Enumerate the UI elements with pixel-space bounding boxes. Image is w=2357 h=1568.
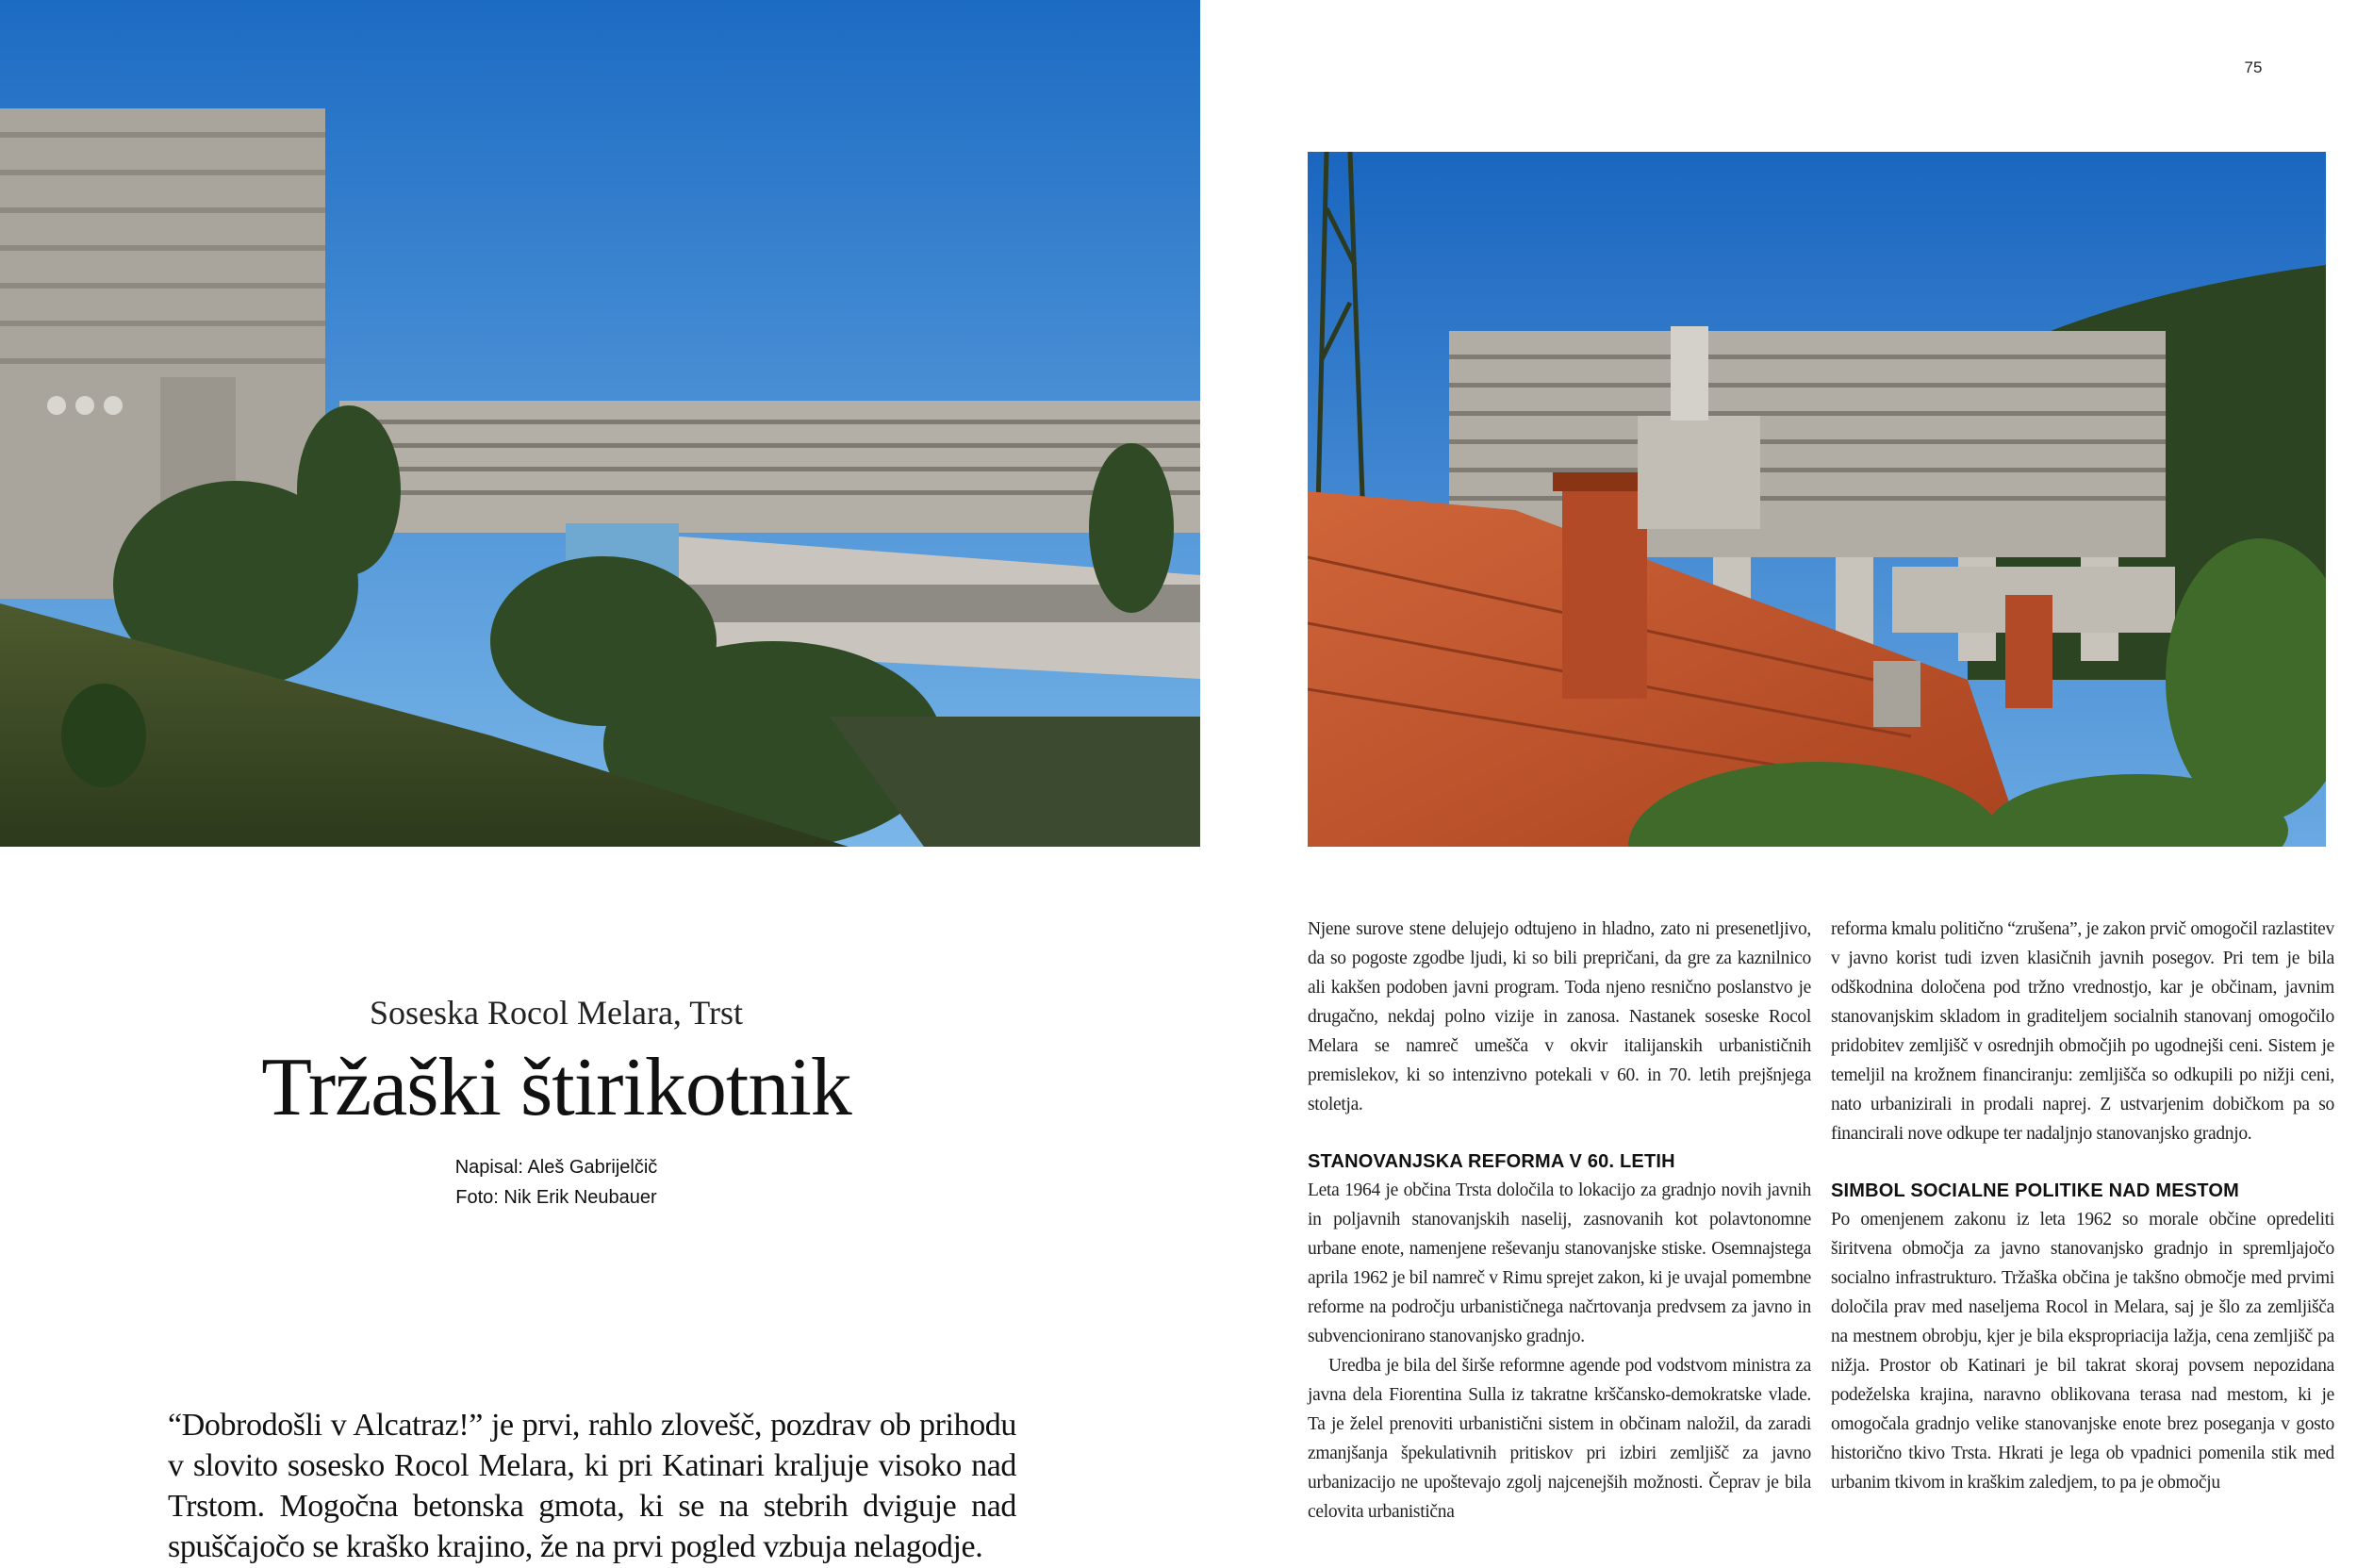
- article-title: Tržaški štirikotnik: [261, 1042, 851, 1133]
- article-lead: “Dobrodošli v Alcatraz!” je prvi, rahlo zlovešč, pozdrav ob prihodu v slovito sosesko Rocol Melara, ki pri Katinari kraljuje visoko nad Trstom. Mogočna betonska gmota, ki se na stebrih dviguje nad spuščajočo se kraško krajino, že na prvi pogled vzbuja nelagodje.: [168, 1408, 1016, 1564]
- text-column-1: [1308, 915, 1811, 1527]
- photo-left-graphic: [0, 0, 1200, 847]
- article-subtitle: Soseska Rocol Melara, Trst: [370, 994, 743, 1032]
- photo-rocol-melara-slope: [0, 0, 1200, 847]
- text-column-2: [1831, 915, 2334, 1497]
- section-heading: SIMBOL SOCIALNE POLITIKE NAD MESTOM: [1831, 1180, 2239, 1201]
- paragraph: Po omenjenem zakonu iz leta 1962 so morale občine opredeliti širitvena območja za javno stanovanjsko gradnjo in spremljajočo socialno infrastrukturo. Tržaška občina je takšno območje med prvimi določila prav med naseljema Rocol in Melara, saj je šlo za zemljišča na mestnem obrobju, kjer je bila ekspropriacija lažja, cena zemljišč pa nižja. Prostor ob Katinari je bil takrat skoraj povsem nepozidana podeželska krajina, naravno oblikovana terasa nad mestom, ki je omogočala gradnjo velike stanovanjske enote brez poseganja v gosto historično tkivo Trsta. Hkrati je lega ob vpadnici pomenila stik med urbanim tkivom in kraškim zaledjem, to pa je območju: [1831, 1210, 2334, 1493]
- photo-credit: Foto: Nik Erik Neubauer: [455, 1187, 657, 1208]
- author-credit: Napisal: Aleš Gabrijelčič: [454, 1157, 658, 1178]
- photo-right-graphic: [1308, 152, 2326, 847]
- page-number: 75: [2244, 58, 2263, 76]
- photo-rocol-melara-rooftops: [1308, 152, 2326, 847]
- paragraph: Leta 1964 je občina Trsta določila to lokacijo za gradnjo novih javnih in poljavnih stanovanjskih naselij, zasnovanih kot polavtonomne urbane enote, namenjene reševanju stanovanjske stiske. Osemnajstega aprila 1962 je bil namreč v Rimu sprejet zakon, ki je uvajal pomembne reforme na področju urbanističnega načrtovanja predvsem za javno in subvencionirano stanovanjsko gradnjo.: [1308, 1180, 1811, 1346]
- article-credits: [358, 1152, 754, 1213]
- paragraph: Uredba je bila del širše reformne agende pod vodstvom ministra za javna dela Fiorentina Sulla iz takratne krščansko-demokratske vlade. Ta je želel prenoviti urbanistični sistem in občinam naložil, da zaradi zmanjšanja špekulativnih pritiskov pri izbiri zemljišč za javno urbanizacijo ne upoštevajo zgolj najcenejših možnosti. Čeprav je bila celovita urbanistična: [1308, 1356, 1811, 1522]
- paragraph: reforma kmalu politično “zrušena”, je zakon prvič omogočil razlastitev v javno korist tudi izven klasičnih javnih posegov. Pri tem je bila odškodnina določena pod tržno vrednostjo, kar je občinam, javnim stanovanjskim skladom in graditeljem socialnih stanovanj omogočilo pridobitev zemljišč v osrednjih območjih po ugodnejši ceni. Sistem je temeljil na krožnem financiranju: zemljišča so odkupili po nižji ceni, nato urbanizirali in prodali naprej. Z ustvarjenim dobičkom pa so financirali nove odkupe ter nadaljnjo stanovanjsko gradnjo.: [1831, 919, 2334, 1144]
- paragraph: Njene surove stene delujejo odtujeno in hladno, zato ni presenetljivo, da so pogoste zgodbe ljudi, ki so bili prepričani, da gre za kaznilnico ali kakšen podoben javni program. Toda njeno resnično poslanstvo je drugačno, nekdaj polno vizije in zanosa. Nastanek soseske Rocol Melara se namreč umešča v okvir italijanskih urbanističnih premislekov, ki so intenzivno potekali v 60. in 70. letih prejšnjega stoletja.: [1308, 919, 1811, 1114]
- section-heading: STANOVANJSKA REFORMA V 60. LETIH: [1308, 1151, 1675, 1172]
